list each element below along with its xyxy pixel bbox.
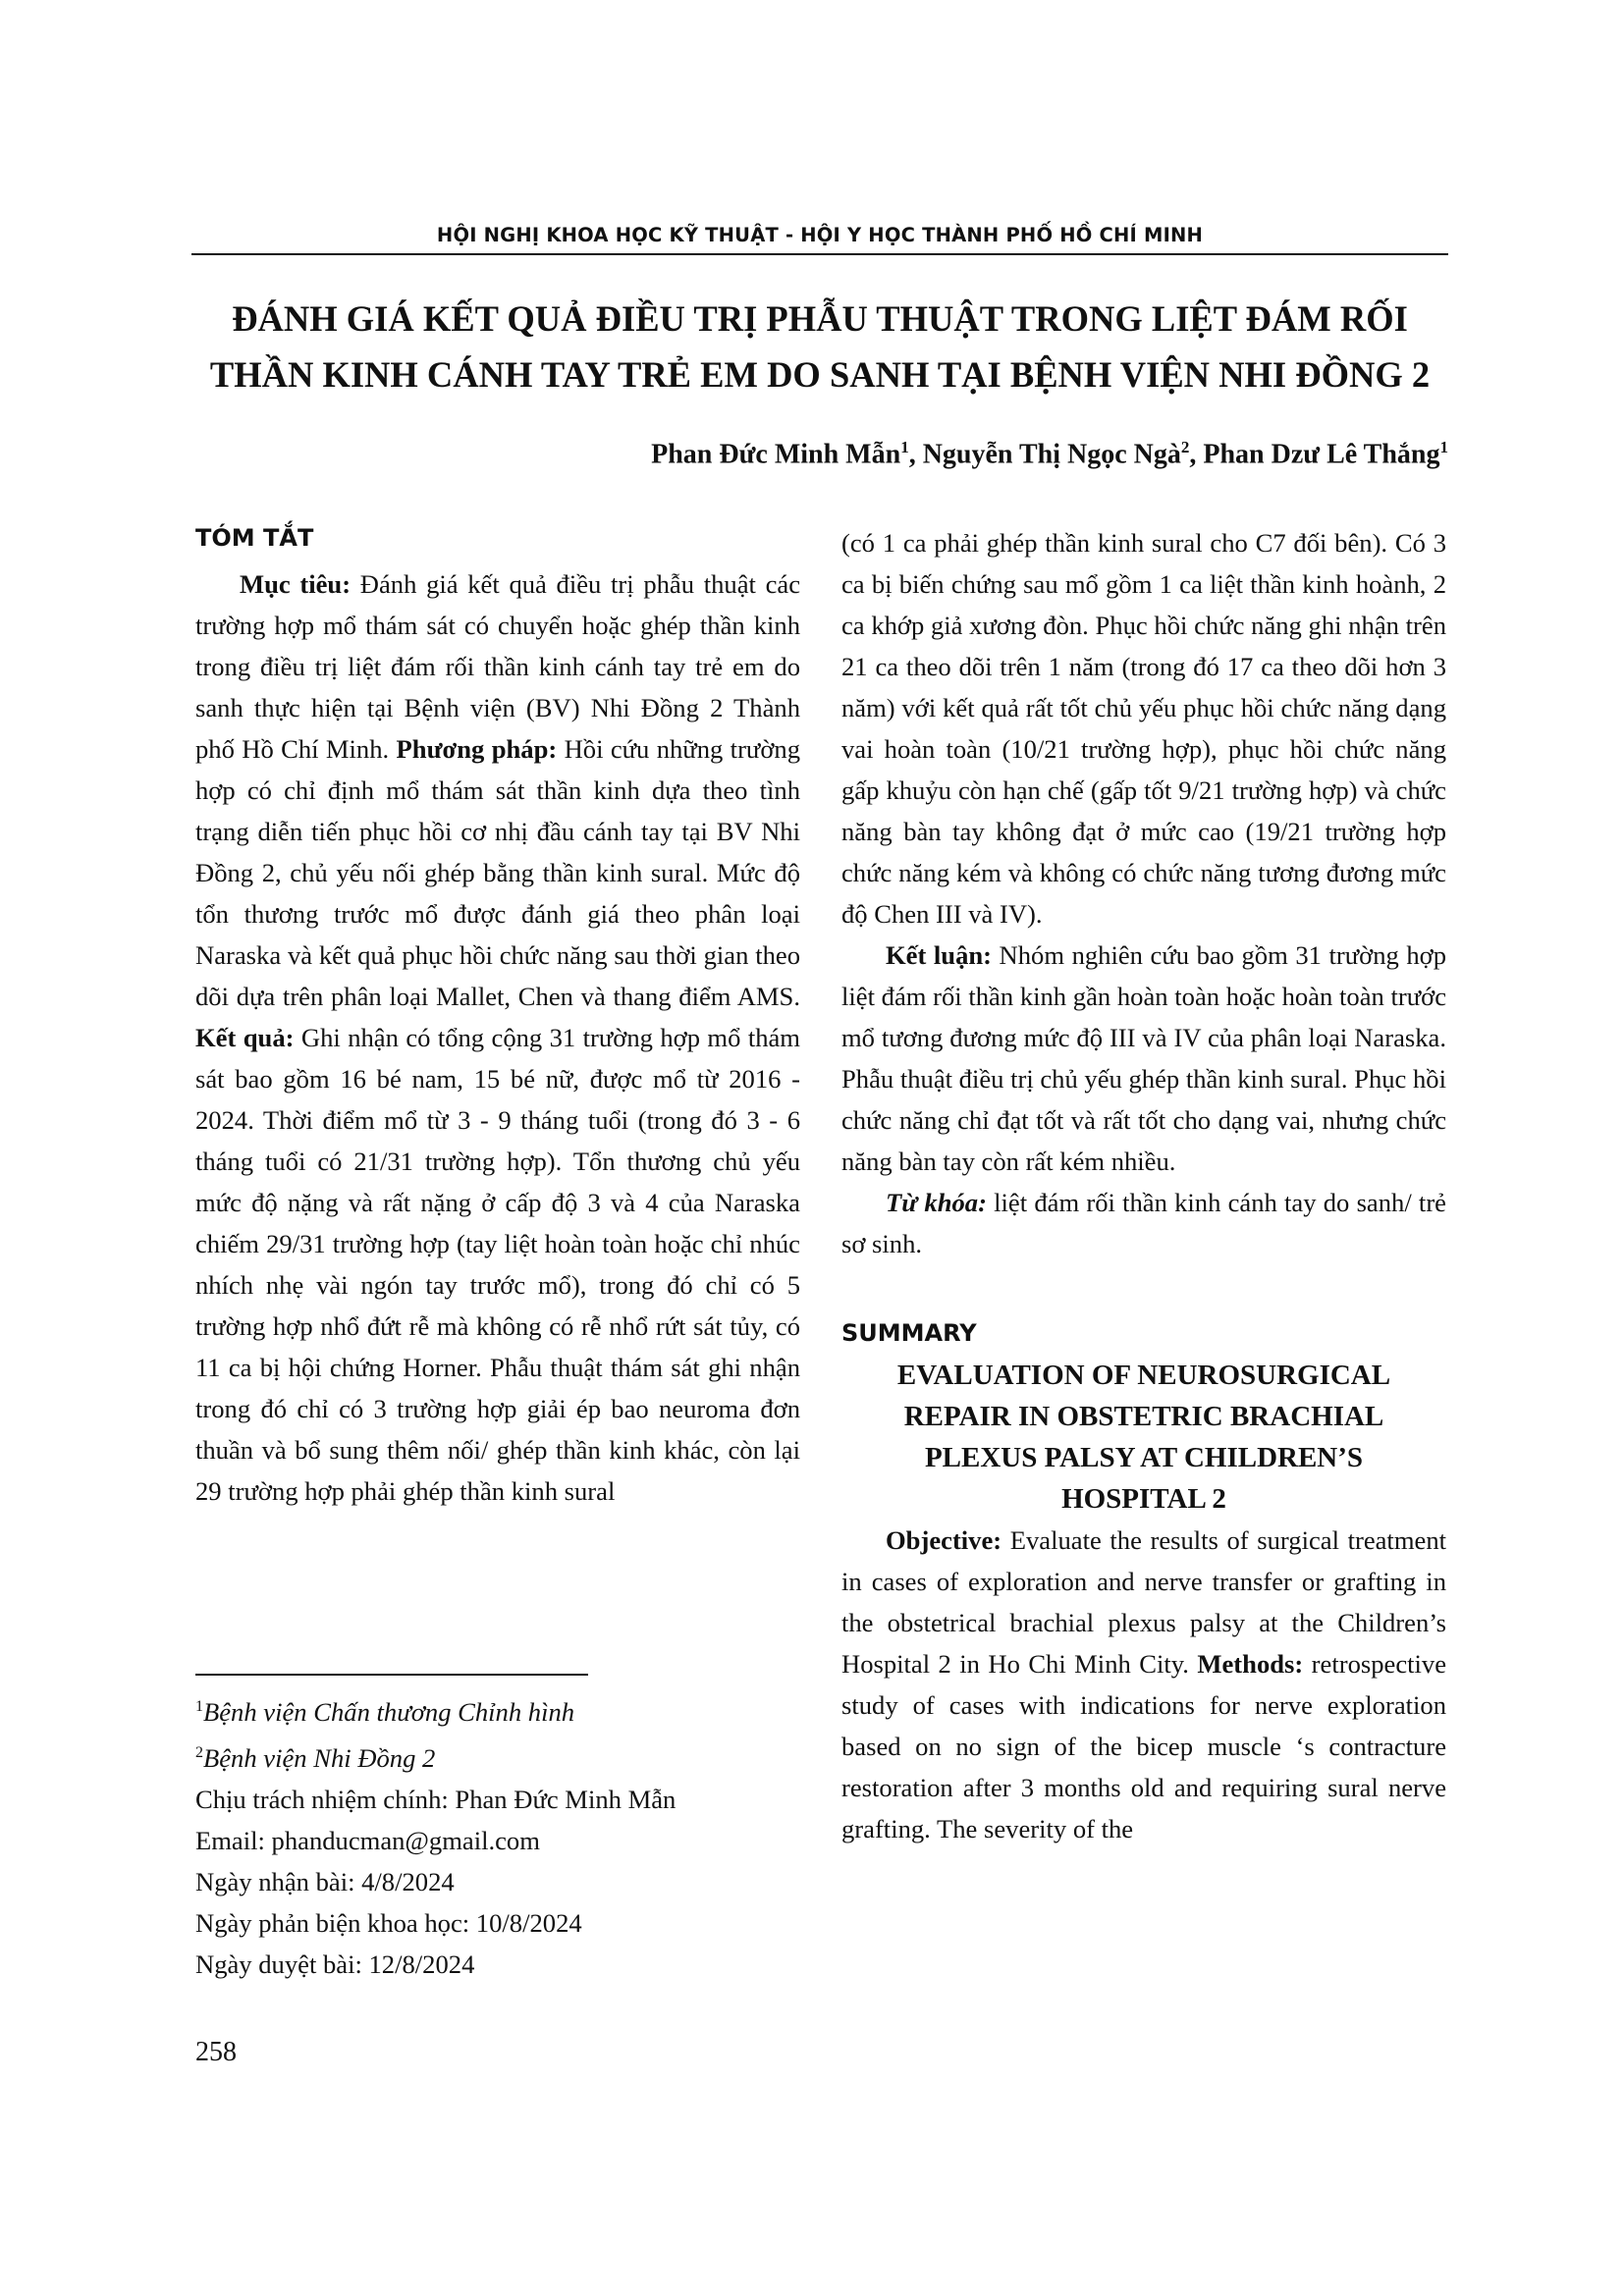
author-separator: , [1189, 439, 1204, 470]
affiliation-1-text: Bệnh viện Chấn thương Chỉnh hình [203, 1696, 575, 1727]
affiliation-2-marker: 2 [195, 1743, 203, 1761]
author-1: Phan Đức Minh Mẫn [651, 439, 901, 470]
objective-label-vi: Mục tiêu: [240, 569, 352, 599]
results-text-vi: Ghi nhận có tổng cộng 31 trường hợp mổ thám sát bao gồm 16 bé nam, 15 bé nữ, được mổ từ 2016 - 2024. Thời điểm mổ từ 3 - 9 tháng tuổi (trong đó 3 - 6 tháng tuổi có 21/31 trường hợp). Tổn thương chủ yếu mức độ nặng và rất nặng ở cấp độ 3 và 4 của Naraska chiếm 29/31 trường hợp (tay liệt hoàn toàn hoặc chỉ nhúc nhích nhẹ vài ngón tay trước mổ), trong đó chỉ có 5 trường hợp nhổ đứt rễ mà không có rễ nhổ rứt sát tủy, có 11 ca bị hội chứng Horner. Phẫu thuật thám sát ghi nhận trong đó chỉ có 3 trường hợp giải ép bao neuroma đơn thuần và bổ sung thêm nối/ ghép thần kinh khác, còn lại 29 trường hợp phải ghép thần kinh sural [195, 1023, 800, 1506]
summary-paragraph-en [841, 1520, 1446, 1849]
keywords-label-vi: Từ khóa: [886, 1188, 987, 1217]
keywords-text-vi: liệt đám rối thần kinh cánh tay do sanh/ trẻ sơ sinh. [841, 1188, 1446, 1258]
english-title-line-1: EVALUATION OF NEUROSURGICAL [896, 1360, 1391, 1391]
english-title-line-4: HOSPITAL 2 [1061, 1483, 1226, 1515]
objective-text-vi: Đánh giá kết quả điều trị phẫu thuật các trường hợp mổ thám sát có chuyển hoặc ghép thần kinh trong điều trị liệt đám rối thần kinh cánh tay trẻ em do sanh thực hiện tại Bệnh viện (BV) Nhi Đồng 2 Thành phố Hồ Chí Minh. [195, 569, 800, 764]
header-rule [191, 253, 1448, 255]
affiliation-1-marker: 1 [195, 1698, 203, 1715]
running-header: HỘI NGHỊ KHOA HỌC KỸ THUẬT - HỘI Y HỌC THÀNH PHỐ HỒ CHÍ MINH [436, 224, 1204, 246]
methods-text-en: retrospective study of cases with indications for nerve exploration based on no sign of the bicep muscle ‘s contracture restoration after 3 months old and requiring sural nerve grafting. The severity of the [841, 1649, 1446, 1843]
author-separator: , [908, 439, 923, 470]
corresponding-author: Chịu trách nhiệm chính: Phan Đức Minh Mẫn [195, 1784, 677, 1814]
affiliation-1 [195, 1686, 804, 1733]
author-list [191, 438, 1448, 470]
author-2: Nguyễn Thị Ngọc Ngà [922, 439, 1181, 470]
objective-text-en: Evaluate the results of surgical treatment in cases of exploration and nerve transfer or grafting in the obstetrical brachial plexus palsy at the Children’s Hospital 2 in Ho Chi Minh City. [841, 1525, 1446, 1679]
conclusion-paragraph-vi [841, 934, 1446, 1182]
abstract-paragraph-vi [195, 563, 800, 1512]
title-line-1: ĐÁNH GIÁ KẾT QUẢ ĐIỀU TRỊ PHẪU THUẬT TRONG LIỆT ĐÁM RỐI [232, 298, 1408, 339]
conclusion-label-vi: Kết luận: [886, 940, 993, 970]
results-label-vi: Kết quả: [195, 1023, 295, 1052]
methods-label-vi: Phương pháp: [396, 734, 558, 764]
author-3-affiliation: 1 [1439, 438, 1448, 456]
keywords-paragraph-vi [841, 1182, 1446, 1264]
date-accepted: Ngày duyệt bài: 12/8/2024 [195, 1949, 475, 1979]
english-title-line-2: REPAIR IN OBSTETRIC BRACHIAL [903, 1401, 1384, 1432]
affiliation-2-text: Bệnh viện Nhi Đồng 2 [203, 1742, 436, 1773]
methods-text-vi: Hồi cứu những trường hợp có chỉ định mổ thám sát thần kinh dựa theo tình trạng diễn tiến phục hồi cơ nhị đầu cánh tay tại BV Nhi Đồng 2, chủ yếu nối ghép bằng thần kinh sural. Mức độ tổn thương trước mổ được đánh giá theo phân loại Naraska và kết quả phục hồi chức năng sau thời gian theo dõi dựa trên phân loại Mallet, Chen và thang điểm AMS. [195, 734, 800, 1011]
results-text-continued-vi: (có 1 ca phải ghép thần kinh sural cho C7 đối bên). Có 3 ca bị biến chứng sau mổ gồm 1 ca liệt thần kinh hoành, 2 ca khớp giả xương đòn. Phục hồi chức năng ghi nhận trên 21 ca theo dõi trên 1 năm (trong đó 17 ca theo dõi hơn 3 năm) với kết quả rất tốt chủ yếu phục hồi chức năng dạng vai hoàn toàn (10/21 trường hợp), phục hồi chức năng gấp khuỷu còn hạn chế (gấp tốt 9/21 trường hợp) và chức năng bàn tay không đạt ở mức cao (19/21 trường hợp chức năng kém và không có chức năng tương đương mức độ Chen III và IV). [841, 528, 1446, 929]
date-received: Ngày nhận bài: 4/8/2024 [195, 1866, 455, 1896]
english-title [841, 1355, 1446, 1520]
author-1-affiliation: 1 [900, 438, 909, 456]
title-line-2: THẦN KINH CÁNH TAY TRẺ EM DO SANH TẠI BỆNH VIỆN NHI ĐỒNG 2 [209, 354, 1431, 395]
page-number: 258 [195, 2037, 237, 2067]
abstract-heading-vi: TÓM TẮT [195, 524, 314, 552]
affiliation-2 [195, 1733, 804, 1779]
methods-label-en: Methods: [1197, 1649, 1304, 1679]
author-2-affiliation: 2 [1180, 438, 1190, 456]
conclusion-text-vi: Nhóm nghiên cứu bao gồm 31 trường hợp liệt đám rối thần kinh gần hoàn toàn hoặc hoàn toàn trước mổ tương đương mức độ III và IV của phân loại Naraska. Phẫu thuật điều trị chủ yếu ghép thần kinh sural. Phục hồi chức năng chỉ đạt tốt và rất tốt cho dạng vai, nhưng chức năng bàn tay còn rất kém nhiều. [841, 940, 1446, 1176]
footnotes [195, 1686, 804, 1985]
english-title-line-3: PLEXUS PALSY AT CHILDREN’S [924, 1442, 1364, 1473]
left-column [195, 563, 800, 1512]
objective-label-en: Objective: [886, 1525, 1002, 1555]
date-reviewed: Ngày phản biện khoa học: 10/8/2024 [195, 1907, 582, 1938]
corresponding-email: Email: phanducman@gmail.com [195, 1825, 540, 1855]
summary-heading-en: SUMMARY [841, 1319, 977, 1347]
right-column [841, 522, 1446, 1849]
footnote-rule [195, 1674, 588, 1676]
article-title [191, 291, 1448, 402]
author-3: Phan Dzư Lê Thắng [1203, 439, 1440, 470]
